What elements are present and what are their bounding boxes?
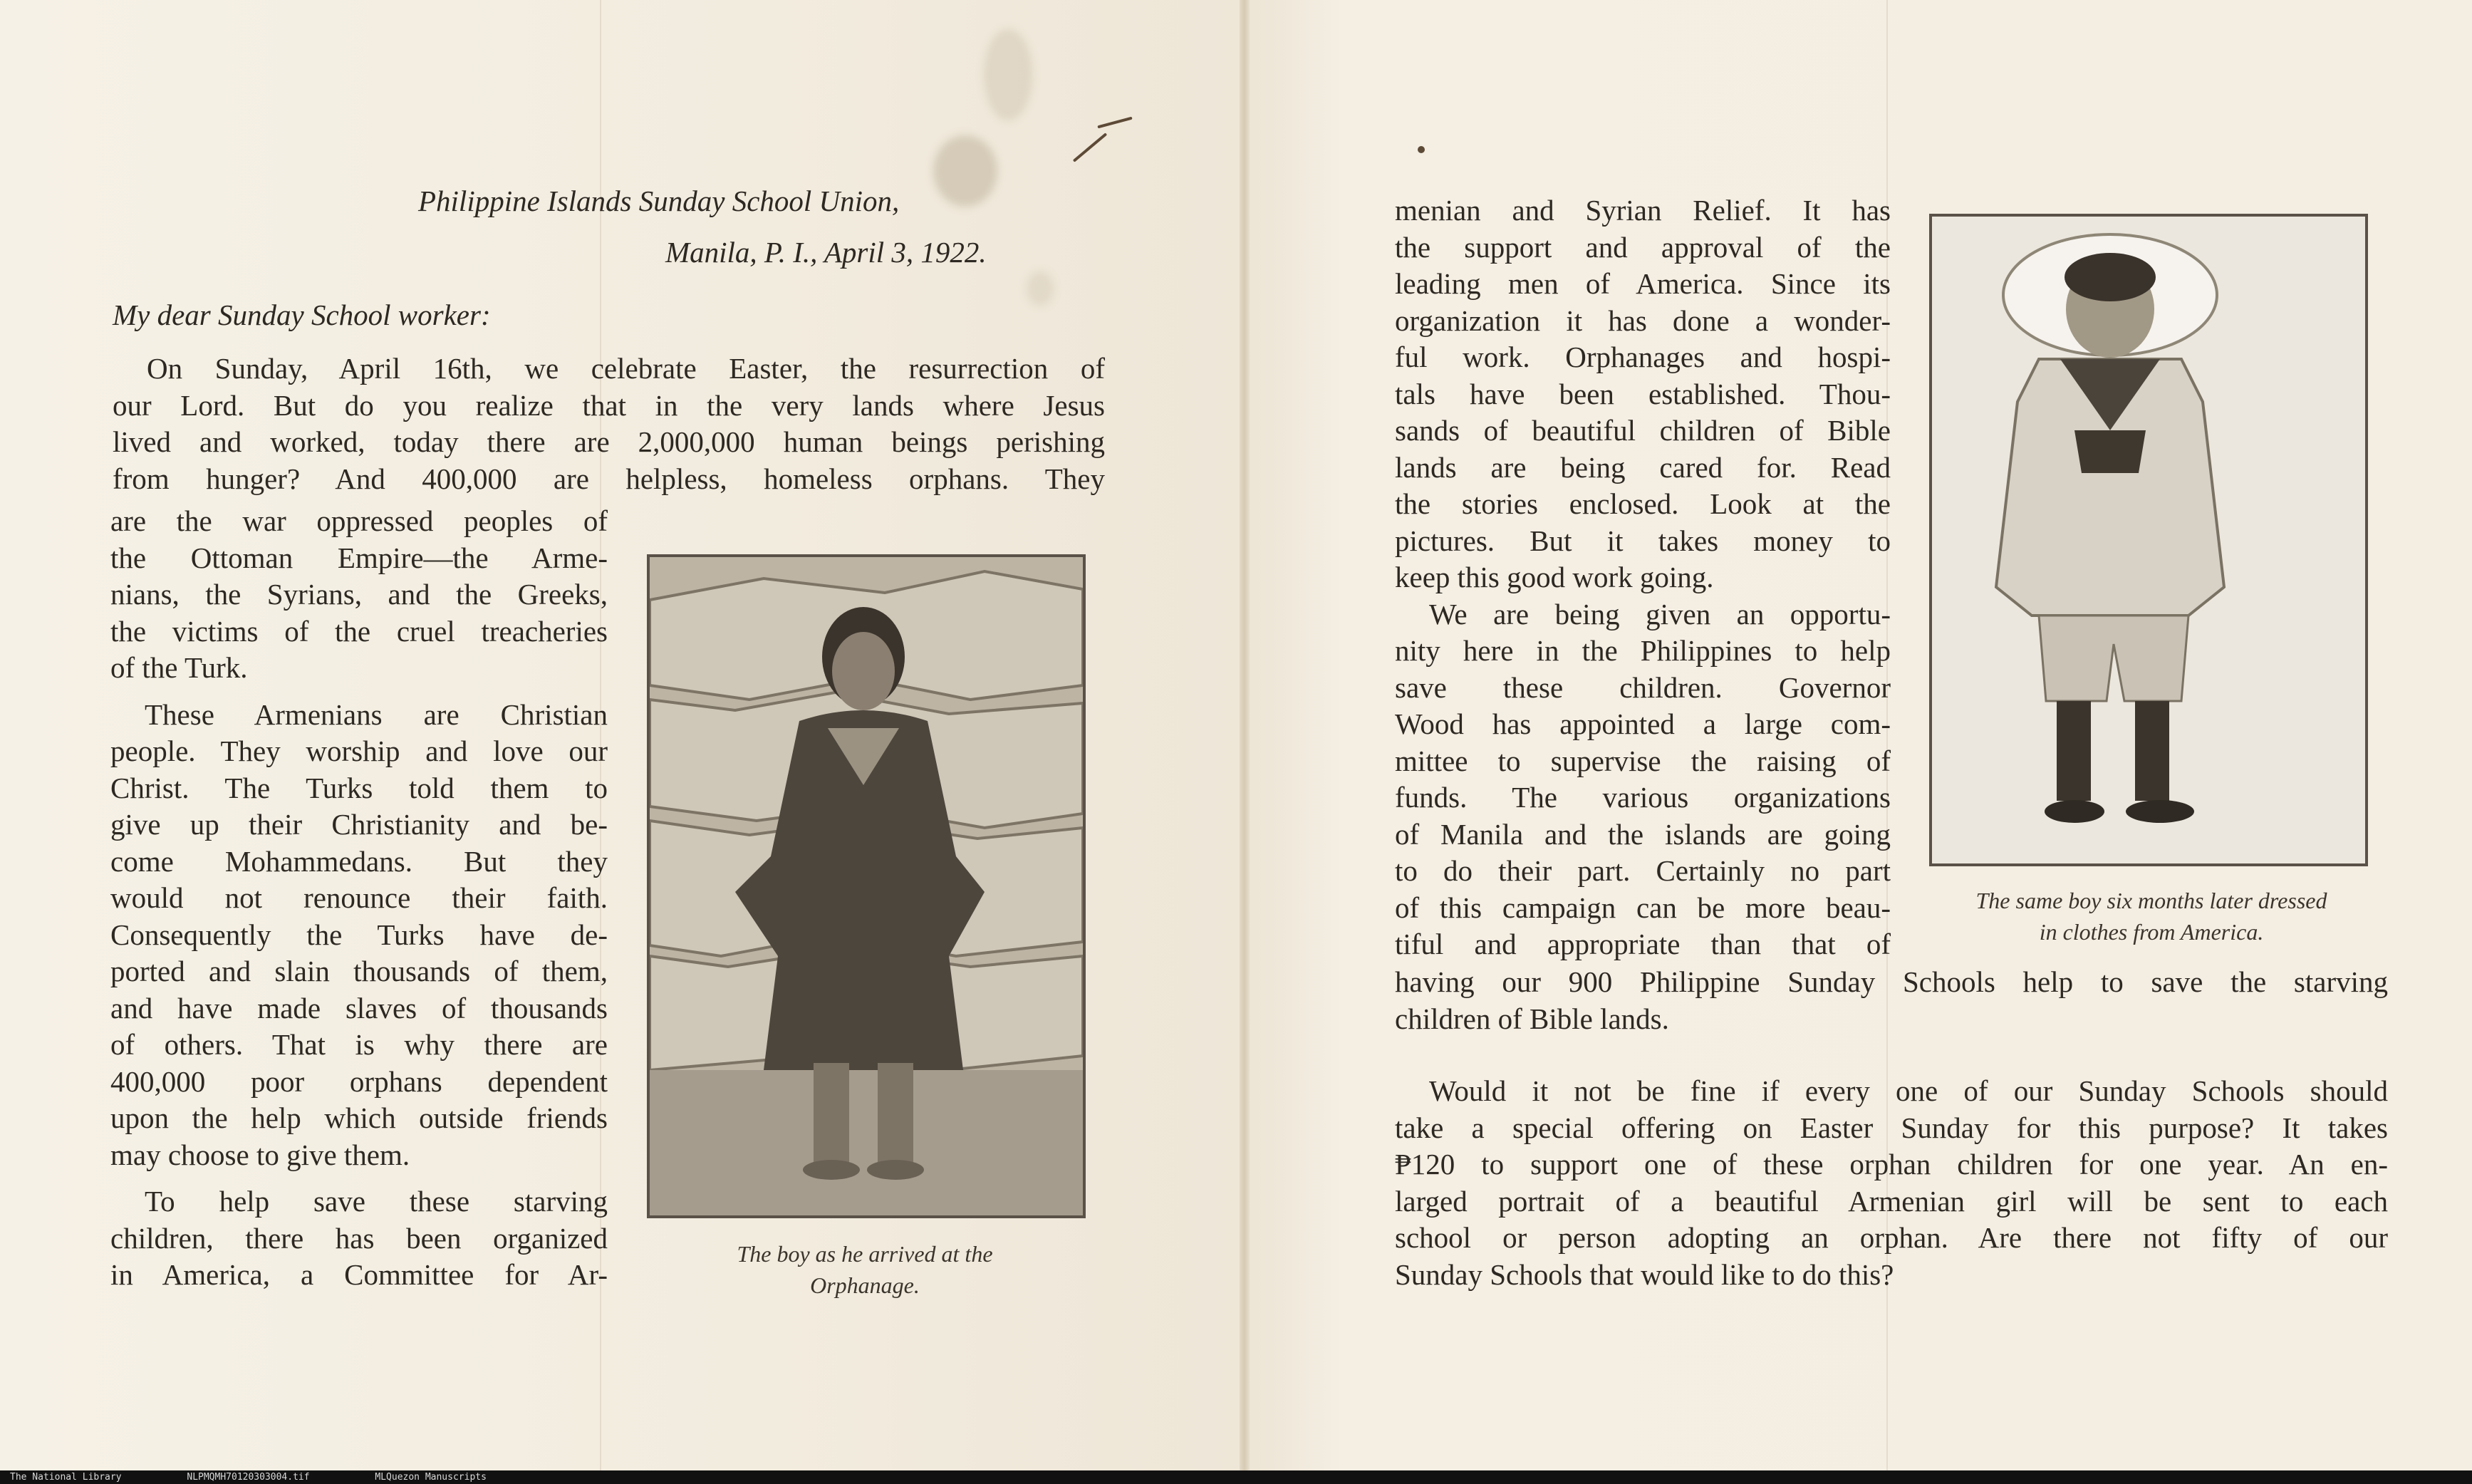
text-line: to do their part. Certainly no part — [1395, 854, 1891, 887]
text-line: of Manila and the islands are going — [1395, 817, 1891, 851]
caption-line: The boy as he arrived at the — [737, 1241, 993, 1267]
text-line: On Sunday, April 16th, we celebrate Easter, the resurrection of — [147, 352, 1105, 385]
text-line: menian and Syrian Relief. It has — [1395, 194, 1891, 227]
intro-paragraph — [113, 351, 1105, 497]
text-line: keep this good work going. — [1395, 561, 1714, 593]
footer-file: NLPMQMH70120303004.tif — [187, 1472, 310, 1483]
text-line: tals have been established. Thou- — [1395, 377, 1891, 410]
ink-stain — [933, 135, 997, 207]
text-line: ported and slain thousands of them, — [110, 955, 608, 987]
caption-line: Orphanage. — [810, 1272, 920, 1298]
text-line: may choose to give them. — [110, 1138, 410, 1171]
caption-line: in clothes from America. — [2039, 919, 2264, 945]
text-line: our Lord. But do you realize that in the very lands where Jesus — [113, 388, 1105, 422]
text-line: ₱120 to support one of these orphan children for one year. An en- — [1395, 1148, 2388, 1181]
salutation: My dear Sunday School worker: — [113, 299, 491, 331]
footer-collection: MLQuezon Manuscripts — [375, 1472, 487, 1483]
text-line: upon the help which outside friends — [110, 1101, 608, 1134]
footer-library: The National Library — [10, 1472, 122, 1483]
text-line: and have made slaves of thousands — [110, 991, 608, 1024]
text-line: nity here in the Philippines to help — [1395, 634, 1891, 667]
text-line: leading men of America. Since its — [1395, 267, 1891, 300]
text-line: We are being given an opportu- — [1429, 597, 1891, 631]
text-line: lands are being cared for. Read — [1395, 450, 1891, 484]
text-line: These Armenians are Christian — [145, 697, 608, 731]
letterhead-place-date: Manila, P. I., April 3, 1922. — [665, 236, 987, 269]
text-line: funds. The various organizations — [1395, 781, 1891, 814]
photo-boy-arrival-image — [650, 557, 1083, 1215]
text-line: having our 900 Philippine Sunday Schools help to save the starving — [1395, 965, 2388, 998]
text-line: save these children. Governor — [1395, 670, 1891, 704]
text-line: of this campaign can be more beau- — [1395, 891, 1891, 924]
closing-paragraph — [1395, 1073, 2388, 1293]
text-line: Christ. The Turks told them to — [110, 771, 608, 804]
text-line: Wood has appointed a large com- — [1395, 707, 1891, 740]
text-line: Would it not be fine if every one of our Sunday Schools should — [1429, 1074, 2388, 1107]
text-line: ful work. Orphanages and hospi- — [1395, 341, 1891, 373]
text-line: would not renounce their faith. — [110, 881, 608, 914]
text-line: children, there has been organized — [110, 1221, 608, 1255]
text-line: people. They worship and love our — [110, 735, 608, 767]
photo-boy-later — [1929, 214, 2368, 866]
pen-dot — [1418, 146, 1425, 153]
text-line: Consequently the Turks have de- — [110, 918, 608, 951]
text-line: come Mohammedans. But they — [110, 844, 608, 878]
text-line: children of Bible lands. — [1395, 1002, 1669, 1035]
text-line: of others. That is why there are — [110, 1028, 608, 1061]
text-line: mittee to supervise the raising of — [1395, 744, 1891, 777]
text-line: of the Turk. — [110, 651, 248, 684]
text-line: the support and approval of the — [1395, 230, 1891, 264]
ink-stain — [983, 28, 1033, 121]
text-line: nians, the Syrians, and the Greeks, — [110, 578, 608, 611]
text-line: school or person adopting an orphan. Are there not fifty of our — [1395, 1221, 2388, 1254]
left-narrow-column — [110, 503, 608, 1294]
text-line: the Ottoman Empire—the Arme- — [110, 541, 608, 574]
letterhead-organization: Philippine Islands Sunday School Union, — [418, 185, 900, 217]
text-line: the stories enclosed. Look at the — [1395, 487, 1891, 520]
right-wide-continuation — [1395, 964, 2388, 1037]
text-line: sands of beautiful children of Bible — [1395, 414, 1891, 447]
text-line: lived and worked, today there are 2,000,000 human beings perishing — [113, 425, 1105, 458]
text-line: 400,000 poor orphans dependent — [110, 1064, 608, 1098]
text-line: take a special offering on Easter Sunday for this purpose? It takes — [1395, 1111, 2388, 1144]
text-line: larged portrait of a beautiful Armenian girl will be sent to each — [1395, 1184, 2388, 1218]
caption-line: The same boy six months later dressed — [1975, 888, 2327, 913]
photo-boy-later-image — [1932, 217, 2365, 863]
text-line: pictures. But it takes money to — [1395, 524, 1891, 557]
text-line: Sunday Schools that would like to do this? — [1395, 1257, 1894, 1291]
text-line: give up their Christianity and be- — [110, 808, 608, 841]
photo-boy-later-caption — [1923, 885, 2379, 948]
text-line: organization it has done a wonder- — [1395, 303, 1891, 337]
text-line: tiful and appropriate than that of — [1395, 928, 1891, 960]
photo-boy-arrival-caption — [648, 1238, 1081, 1301]
text-line: from hunger? And 400,000 are helpless, homeless orphans. They — [113, 462, 1105, 495]
ink-stain — [1026, 271, 1054, 306]
text-line: the victims of the cruel treacheries — [110, 614, 608, 648]
text-line: are the war oppressed peoples of — [110, 504, 608, 537]
page-fold — [1240, 0, 1250, 1470]
text-line: To help save these starving — [145, 1185, 608, 1218]
right-narrow-column — [1395, 192, 1891, 963]
archive-footer-bar — [0, 1470, 2472, 1484]
text-line: in America, a Committee for Ar- — [110, 1258, 608, 1291]
photo-boy-arrival — [647, 554, 1086, 1218]
